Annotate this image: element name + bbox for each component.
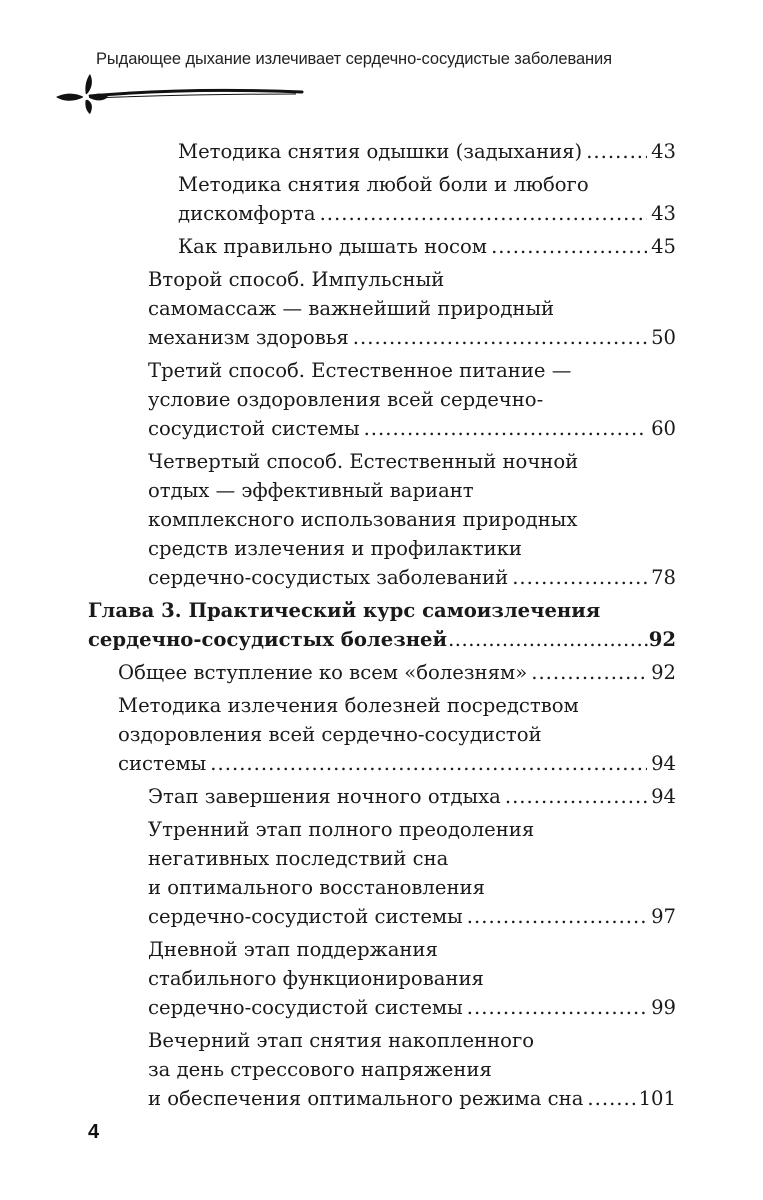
toc-entry [0, 658, 676, 687]
dot-leader [320, 199, 647, 228]
toc-entry-title-line: системы [118, 752, 207, 775]
dot-leader [491, 232, 647, 261]
toc-entry-last-line [178, 137, 676, 166]
toc-entry-last-line [178, 199, 676, 228]
toc-entry [0, 815, 676, 931]
toc-page-number: 101 [638, 1087, 676, 1110]
toc-entry [0, 1026, 676, 1113]
toc-entry [0, 356, 676, 443]
toc-entry-title-line: Четвертый способ. Естественный ночной [148, 450, 579, 473]
dot-leader [531, 658, 647, 687]
toc-entry [0, 232, 676, 261]
running-header: Рыдающее дыхание излечивает сердечно-сосудистые заболевания [96, 50, 613, 68]
dot-leader [364, 414, 647, 443]
toc-entry-title-line: оздоровления всей сердечно-сосудистой [118, 723, 542, 746]
toc-entry [0, 691, 676, 778]
ornament-flourish-icon [56, 72, 306, 114]
toc-page-number: 43 [651, 202, 676, 225]
toc-page-number: 78 [651, 566, 676, 589]
dot-leader [467, 993, 647, 1022]
toc-entry-last-line [178, 232, 676, 261]
toc-page-number: 60 [651, 417, 676, 440]
toc-page-number: 99 [651, 996, 676, 1019]
toc-entry-title-line: негативных последствий сна [148, 847, 449, 870]
toc-entry-title-line: Дневной этап поддержания [148, 938, 438, 961]
toc-page-number: 43 [651, 140, 676, 163]
toc-entry-title-line: механизм здоровья [148, 326, 349, 349]
toc-entry-last-line [88, 625, 676, 654]
toc-entry-title-line: и оптимального восстановления [148, 876, 485, 899]
toc-entry-title-line: Глава 3. Практический курс самоизлечения [88, 599, 601, 622]
toc-entry-title-line: сердечно-сосудистой системы [148, 996, 463, 1019]
dot-leader [505, 782, 647, 811]
table-of-contents [0, 137, 763, 1113]
toc-entry-last-line [148, 414, 676, 443]
dot-leader [210, 749, 647, 778]
toc-entry-title-line: Второй способ. Импульсный [148, 268, 445, 291]
toc-entry-title-line: средств излечения и профилактики [148, 537, 522, 560]
toc-entry-title-line: Как правильно дышать носом [178, 235, 488, 258]
toc-page-number: 92 [651, 661, 676, 684]
toc-entry-title-line: Третий способ. Естественное питание — [148, 359, 572, 382]
toc-entry-title-line: сосудистой системы [148, 417, 360, 440]
dot-leader [353, 323, 647, 352]
toc-entry-last-line [148, 902, 676, 931]
toc-entry-title-line: Утренний этап полного преодоления [148, 818, 535, 841]
toc-entry [0, 596, 676, 654]
toc-entry-title-line: отдых — эффективный вариант [148, 479, 474, 502]
toc-page-number: 92 [648, 628, 676, 651]
toc-entry-title-line: Вечерний этап снятия накопленного [148, 1029, 535, 1052]
toc-entry-last-line [148, 1084, 676, 1113]
toc-entry [0, 137, 676, 166]
toc-entry-last-line [118, 749, 676, 778]
toc-entry-title-line: сердечно-сосудистых болезней [88, 628, 448, 651]
toc-entry-title-line: и обеспечения оптимального режима сна [148, 1087, 584, 1110]
toc-entry-last-line [148, 993, 676, 1022]
toc-entry-title-line: стабильного функционирования [148, 967, 484, 990]
toc-page-number: 50 [651, 326, 676, 349]
toc-entry-last-line [148, 563, 676, 592]
toc-entry [0, 782, 676, 811]
toc-entry-title-line: Методика снятия одышки (задыхания) [178, 140, 583, 163]
toc-entry-last-line [148, 323, 676, 352]
toc-entry [0, 265, 676, 352]
toc-page-number: 94 [651, 785, 676, 808]
dot-leader [467, 902, 647, 931]
dot-leader [586, 137, 647, 166]
toc-entry-title-line: комплексного использования природных [148, 508, 578, 531]
page-number: 4 [88, 1121, 100, 1143]
toc-entry-last-line [118, 658, 676, 687]
toc-entry-title-line: дискомфорта [178, 202, 316, 225]
toc-page-number: 45 [651, 235, 676, 258]
toc-entry-title-line: сердечно-сосудистых заболеваний [148, 566, 509, 589]
toc-entry [0, 170, 676, 228]
toc-page-number: 94 [651, 752, 676, 775]
toc-entry-title-line: сердечно-сосудистой системы [148, 905, 463, 928]
toc-entry-title-line: условие оздоровления всей сердечно- [148, 388, 544, 411]
toc-entry-last-line [148, 782, 676, 811]
toc-entry [0, 935, 676, 1022]
toc-entry-title-line: Методика излечения болезней посредством [118, 694, 579, 717]
toc-page-number: 97 [651, 905, 676, 928]
dot-leader [512, 563, 647, 592]
toc-entry-title-line: самомассаж — важнейший природный [148, 297, 555, 320]
toc-entry-title-line: за день стрессового напряжения [148, 1058, 492, 1081]
dot-leader [587, 1084, 634, 1113]
toc-entry [0, 447, 676, 592]
toc-entry-title-line: Общее вступление ко всем «болезням» [118, 661, 528, 684]
toc-entry-title-line: Методика снятия любой боли и любого [178, 173, 589, 196]
dot-leader [448, 625, 648, 654]
toc-entry-title-line: Этап завершения ночного отдыха [148, 785, 501, 808]
